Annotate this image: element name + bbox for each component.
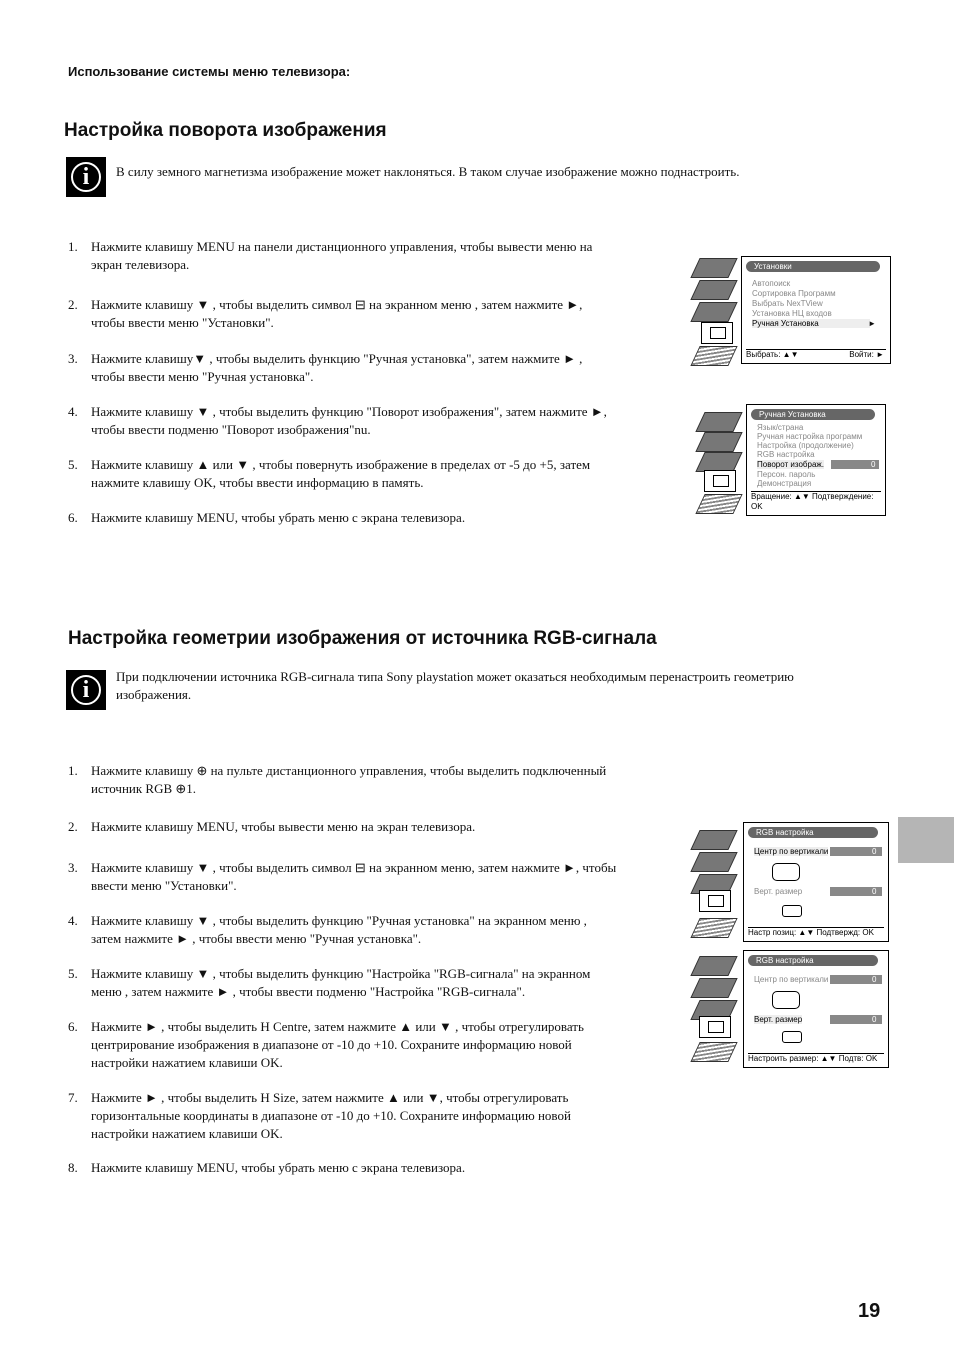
step-text xyxy=(91,296,582,332)
step-number: 7. xyxy=(68,1090,78,1105)
step-text-line: чтобы ввести подменю "Поворот изображения"nu. xyxy=(91,422,371,437)
step-text-line: Нажмите клавишу ▼ , чтобы выделить функцию "Ручная установка" на экранном меню , xyxy=(91,913,587,928)
menu-row: RGB настройка xyxy=(757,450,815,459)
step-text-line: Нажмите клавишу▼ , чтобы выделить функцию "Ручная установка", затем нажмите ► , xyxy=(91,351,583,366)
menu-title: RGB настройка xyxy=(748,955,878,966)
menu-tab-icon xyxy=(695,494,742,514)
step-number: 2. xyxy=(68,819,78,834)
step-text-line: Нажмите клавишу MENU, чтобы убрать меню с экрана телевизора. xyxy=(91,1160,466,1175)
menu-row: Настройка (продолжение) xyxy=(757,441,854,450)
menu-row: Выбрать NexTView xyxy=(752,299,823,308)
step-number: 1. xyxy=(68,763,78,778)
section2-info-line: При подключении источника RGB-сигнала типа Sony playstation может оказаться необходимым перенастроить геометрию xyxy=(116,669,794,684)
info-icon xyxy=(66,157,106,197)
menu-tab-icon xyxy=(690,258,737,278)
menu-footer: Вращение: ▲▼ Подтверждение: OK xyxy=(751,491,881,512)
step-text-line: затем нажмите ► , чтобы ввести меню "Ручная установка". xyxy=(91,931,422,946)
step-text-line: Нажмите клавишу ▼ , чтобы выделить символ ⊟ на экранном меню, затем нажмите ►, чтобы xyxy=(91,860,617,875)
menu-footer xyxy=(746,349,886,360)
menu-row: Персон. пароль xyxy=(757,470,816,479)
value-readout: 0 xyxy=(872,975,877,984)
step-text xyxy=(91,509,465,527)
page-number: 19 xyxy=(858,1300,881,1322)
menu-title: RGB настройка xyxy=(748,827,878,838)
menu-footer: Настр позиц: ▲▼ Подтвержд: OK xyxy=(748,927,884,938)
value-readout: 0 xyxy=(872,887,877,896)
menu-tab-icon xyxy=(690,978,737,998)
setup-tab-icon xyxy=(699,890,731,912)
section1-title: Настройка поворота изображения xyxy=(64,120,387,141)
step-number: 6. xyxy=(68,510,78,525)
menu-row-selected: Ручная Установка xyxy=(752,319,870,328)
step-text-line: Нажмите клавишу ▼ , чтобы выделить функцию "Поворот изображения", затем нажмите ►, xyxy=(91,404,607,419)
menu-row: Центр по вертикали xyxy=(754,975,829,984)
step-text-line: центрирование изображения в диапазоне от -10 до +10. Сохраните информацию новой xyxy=(91,1037,572,1052)
value-readout: 0 xyxy=(872,1015,877,1024)
step-text-line: экран телевизора. xyxy=(91,257,190,272)
menu-row: Сортировка Программ xyxy=(752,289,836,298)
menu-tab-icon xyxy=(690,1042,737,1062)
step-text xyxy=(91,350,582,386)
step-text xyxy=(91,762,606,798)
menu-tab-icon xyxy=(690,280,737,300)
section2-steps xyxy=(68,762,698,1182)
menu-tab-icon xyxy=(690,956,737,976)
step-text-line: Нажмите ► , чтобы выделить H Centre, затем нажмите ▲ или ▼ , чтобы отрегулировать xyxy=(91,1019,584,1034)
menu-tab-icon xyxy=(695,432,742,452)
step-text xyxy=(91,403,607,439)
step-text-line: настройки нажатием клавиши OK. xyxy=(91,1055,283,1070)
step-text-line: Нажмите клавишу MENU, чтобы вывести меню на экран телевизора. xyxy=(91,819,476,834)
section2-title: Настройка геометрии изображения от источника RGB-сигнала xyxy=(68,628,657,649)
menu-row: Демонстрация xyxy=(757,479,812,488)
step-number: 2. xyxy=(68,297,78,312)
screen-shape-icon xyxy=(782,1031,802,1043)
menu-footer-left: Выбрать: ▲▼ xyxy=(746,350,799,359)
screen-shape-icon xyxy=(772,863,800,881)
info-icon-glyph: i xyxy=(82,164,90,190)
step-text xyxy=(91,818,475,836)
menu-illustration-rgb-1 xyxy=(695,822,890,942)
setup-tab-icon xyxy=(704,470,736,492)
section2-info xyxy=(116,668,794,704)
menu-row-selected: Центр по вертикали xyxy=(754,847,829,856)
step-text-line: Нажмите клавишу MENU, чтобы убрать меню с экрана телевизора. xyxy=(91,510,466,525)
step-text xyxy=(91,456,590,492)
arrow-right-icon: ► xyxy=(868,319,876,328)
info-icon xyxy=(66,670,106,710)
menu-footer: Настроить размер: ▲▼ Подтв: OK xyxy=(748,1053,884,1064)
step-text xyxy=(91,965,590,1001)
value-readout: 0 xyxy=(872,847,877,856)
step-number: 5. xyxy=(68,457,78,472)
step-text-line: Нажмите клавишу ▼ , чтобы выделить символ ⊟ на экранном меню , затем нажмите ►, xyxy=(91,297,583,312)
step-text xyxy=(91,238,592,274)
step-text-line: чтобы ввести меню "Ручная установка". xyxy=(91,369,314,384)
step-text-line: Нажмите клавишу ▼ , чтобы выделить функцию "Настройка "RGB-сигнала" на экранном xyxy=(91,966,591,981)
step-text xyxy=(91,912,587,948)
step-number: 6. xyxy=(68,1019,78,1034)
menu-row: Верт. размер xyxy=(754,887,803,896)
section-tab-marker xyxy=(898,817,954,863)
value-readout: 0 xyxy=(871,460,876,469)
step-text xyxy=(91,1159,465,1177)
setup-tab-icon xyxy=(701,322,733,344)
screen-shape-icon xyxy=(772,991,800,1009)
section2-info-line: изображения. xyxy=(116,687,192,702)
menu-tab-icon xyxy=(690,852,737,872)
step-text xyxy=(91,1018,584,1072)
step-text xyxy=(91,859,616,895)
step-text-line: источник RGB ⊕1. xyxy=(91,781,197,796)
menu-tab-icon xyxy=(690,918,737,938)
section1-info: В силу земного магнетизма изображение может наклоняться. В таком случае изображение можно поднастроить. xyxy=(116,164,740,179)
tv-screen xyxy=(746,404,886,516)
menu-row: Язык/страна xyxy=(757,423,804,432)
step-text-line: нажмите клавишу OK, чтобы ввести информацию в память. xyxy=(91,475,424,490)
step-number: 3. xyxy=(68,351,78,366)
menu-row: Установка НЦ входов xyxy=(752,309,832,318)
step-text-line: настройки нажатием клавиши OK. xyxy=(91,1126,283,1141)
menu-tab-icon xyxy=(695,452,742,472)
step-text-line: Нажмите ► , чтобы выделить H Size, затем нажмите ▲ или ▼, чтобы отрегулировать xyxy=(91,1090,569,1105)
tv-screen xyxy=(743,950,889,1068)
menu-row: Автопоиск xyxy=(752,279,791,288)
menu-illustration-setup xyxy=(695,256,890,364)
step-number: 3. xyxy=(68,860,78,875)
menu-tab-icon xyxy=(690,302,737,322)
info-icon-glyph: i xyxy=(82,677,90,703)
setup-tab-icon xyxy=(699,1016,731,1038)
section1-steps xyxy=(68,238,688,538)
menu-row-selected: Верт. размер xyxy=(754,1015,803,1024)
tv-screen xyxy=(743,822,889,942)
step-number: 5. xyxy=(68,966,78,981)
step-text xyxy=(91,1089,571,1143)
step-text-line: Нажмите клавишу ▲ или ▼ , чтобы повернуть изображение в пределах от -5 до +5, затем xyxy=(91,457,591,472)
step-number: 4. xyxy=(68,913,78,928)
menu-illustration-manual xyxy=(700,404,885,516)
menu-tab-icon xyxy=(690,346,737,366)
menu-row-selected: Поворот изображ. xyxy=(757,460,824,469)
tv-screen xyxy=(741,256,891,364)
step-text-line: чтобы ввести меню "Установки". xyxy=(91,315,274,330)
step-text-line: ввести меню "Установки". xyxy=(91,878,237,893)
menu-title: Ручная Установка xyxy=(751,409,875,420)
page-header: Использование системы меню телевизора: xyxy=(68,64,351,79)
screen-shape-icon xyxy=(782,905,802,917)
step-number: 1. xyxy=(68,239,78,254)
step-text-line: Нажмите клавишу MENU на панели дистанционного управления, чтобы вывести меню на xyxy=(91,239,593,254)
step-number: 4. xyxy=(68,404,78,419)
menu-tab-icon xyxy=(695,412,742,432)
menu-row: Ручная настройка программ xyxy=(757,432,863,441)
step-text-line: горизонтальные координаты в диапазоне от -10 до +10. Сохраните информацию новой xyxy=(91,1108,571,1123)
menu-tab-icon xyxy=(690,830,737,850)
menu-illustration-rgb-2 xyxy=(695,950,890,1068)
menu-title: Установки xyxy=(746,261,880,272)
step-text-line: меню , затем нажмите ► , чтобы ввести подменю "Настройка "RGB-сигнала". xyxy=(91,984,526,999)
step-number: 8. xyxy=(68,1160,78,1175)
menu-footer-right: Войти: ► xyxy=(849,350,884,359)
step-text-line: Нажмите клавишу ⊕ на пульте дистанционного управления, чтобы выделить подключенный xyxy=(91,763,607,778)
